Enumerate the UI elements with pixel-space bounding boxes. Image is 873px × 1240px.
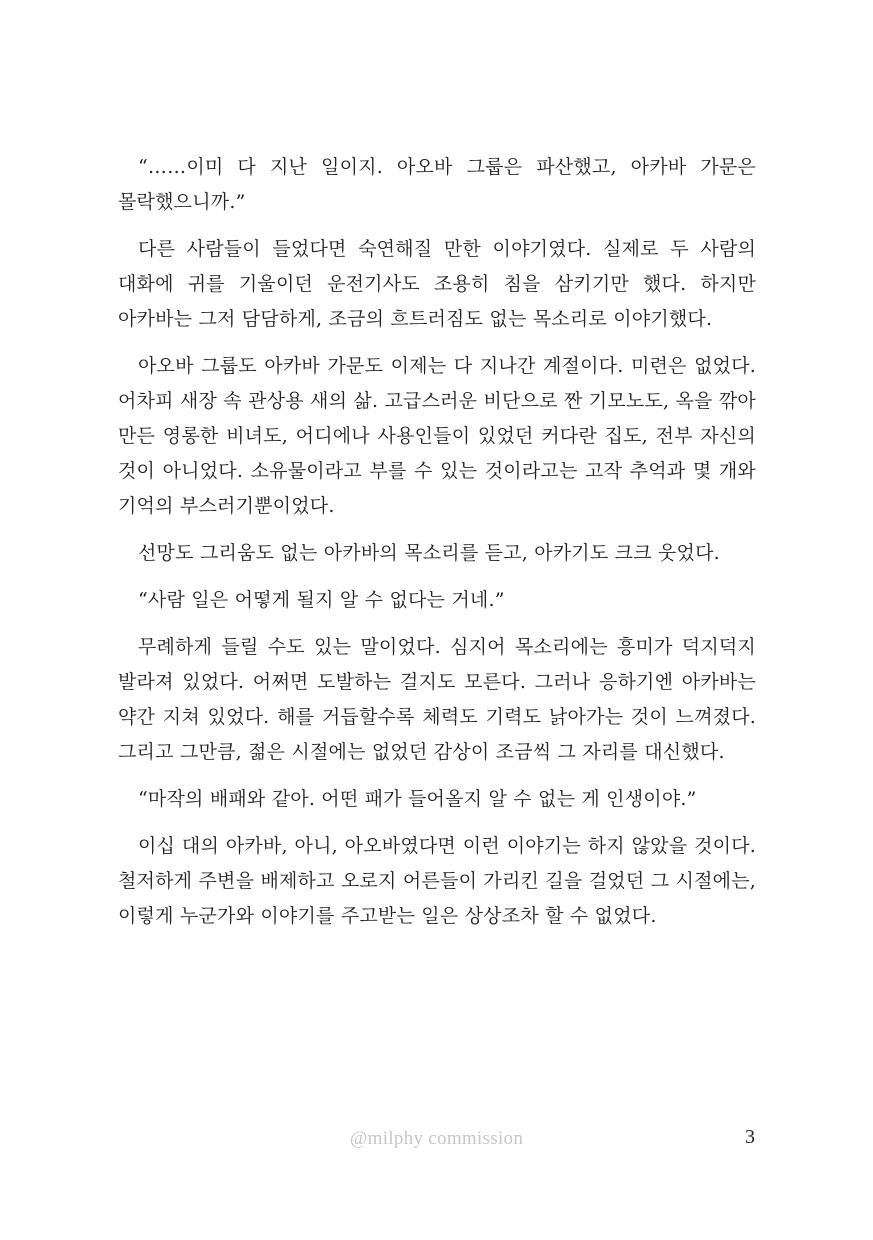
paragraph-1: “……이미 다 지난 일이지. 아오바 그룹은 파산했고, 아카바 가문은 몰락했으니까.” — [118, 156, 756, 213]
paragraph-8: 이십 대의 아카바, 아니, 아오바였다면 이런 이야기는 하지 않았을 것이다. 철저하게 주변을 배제하고 오로지 어른들이 가리킨 길을 걸었던 그 시절에는, 이렇게 누군가와 이야기를 주고받는 일은 상상조차 할 수 없었다. — [118, 835, 756, 927]
paragraph-3: 아오바 그룹도 아카바 가문도 이제는 다 지나간 계절이다. 미련은 없었다. 어차피 새장 속 관상용 새의 삶. 고급스러운 비단으로 짠 기모노도, 옥을 깎아 만든 영롱한 비녀도, 어디에나 사용인들이 있었던 커다란 집도, 전부 자신의 것이 아니었다. 소유물이라고 부를 수 있는 것이라고는 고작 추억과 몇 개와 기억의 부스러기뿐이었다. — [118, 355, 756, 517]
commission-credit: @milphy commission — [349, 1128, 524, 1149]
paragraph-6: 무례하게 들릴 수도 있는 말이었다. 심지어 목소리에는 흥미가 덕지덕지 발라져 있었다. 어쩌면 도발하는 걸지도 모른다. 그러나 응하기엔 아카바는 약간 지쳐 있었다. 해를 거듭할수록 체력도 기력도 낡아가는 것이 느껴졌다. 그리고 그만큼, 젊은 시절에는 없었던 감상이 조금씩 그 자리를 대신했다. — [118, 636, 756, 763]
paragraph-4: 선망도 그리움도 없는 아카바의 목소리를 듣고, 아카기도 크크 웃었다. — [138, 542, 720, 564]
paragraph-5: “사람 일은 어떻게 될지 알 수 없다는 거네.” — [138, 589, 505, 611]
body-text — [118, 150, 756, 946]
paragraph-2: 다른 사람들이 들었다면 숙연해질 만한 이야기였다. 실제로 두 사람의 대화에 귀를 기울이던 운전기사도 조용히 침을 삼키기만 했다. 하지만 아카바는 그저 담담하게, 조금의 흐트러짐도 없는 목소리로 이야기했다. — [118, 238, 756, 330]
paragraph-7: “마작의 배패와 같아. 어떤 패가 들어올지 알 수 없는 게 인생이야.” — [138, 788, 697, 810]
page-number: 3 — [745, 1126, 755, 1148]
